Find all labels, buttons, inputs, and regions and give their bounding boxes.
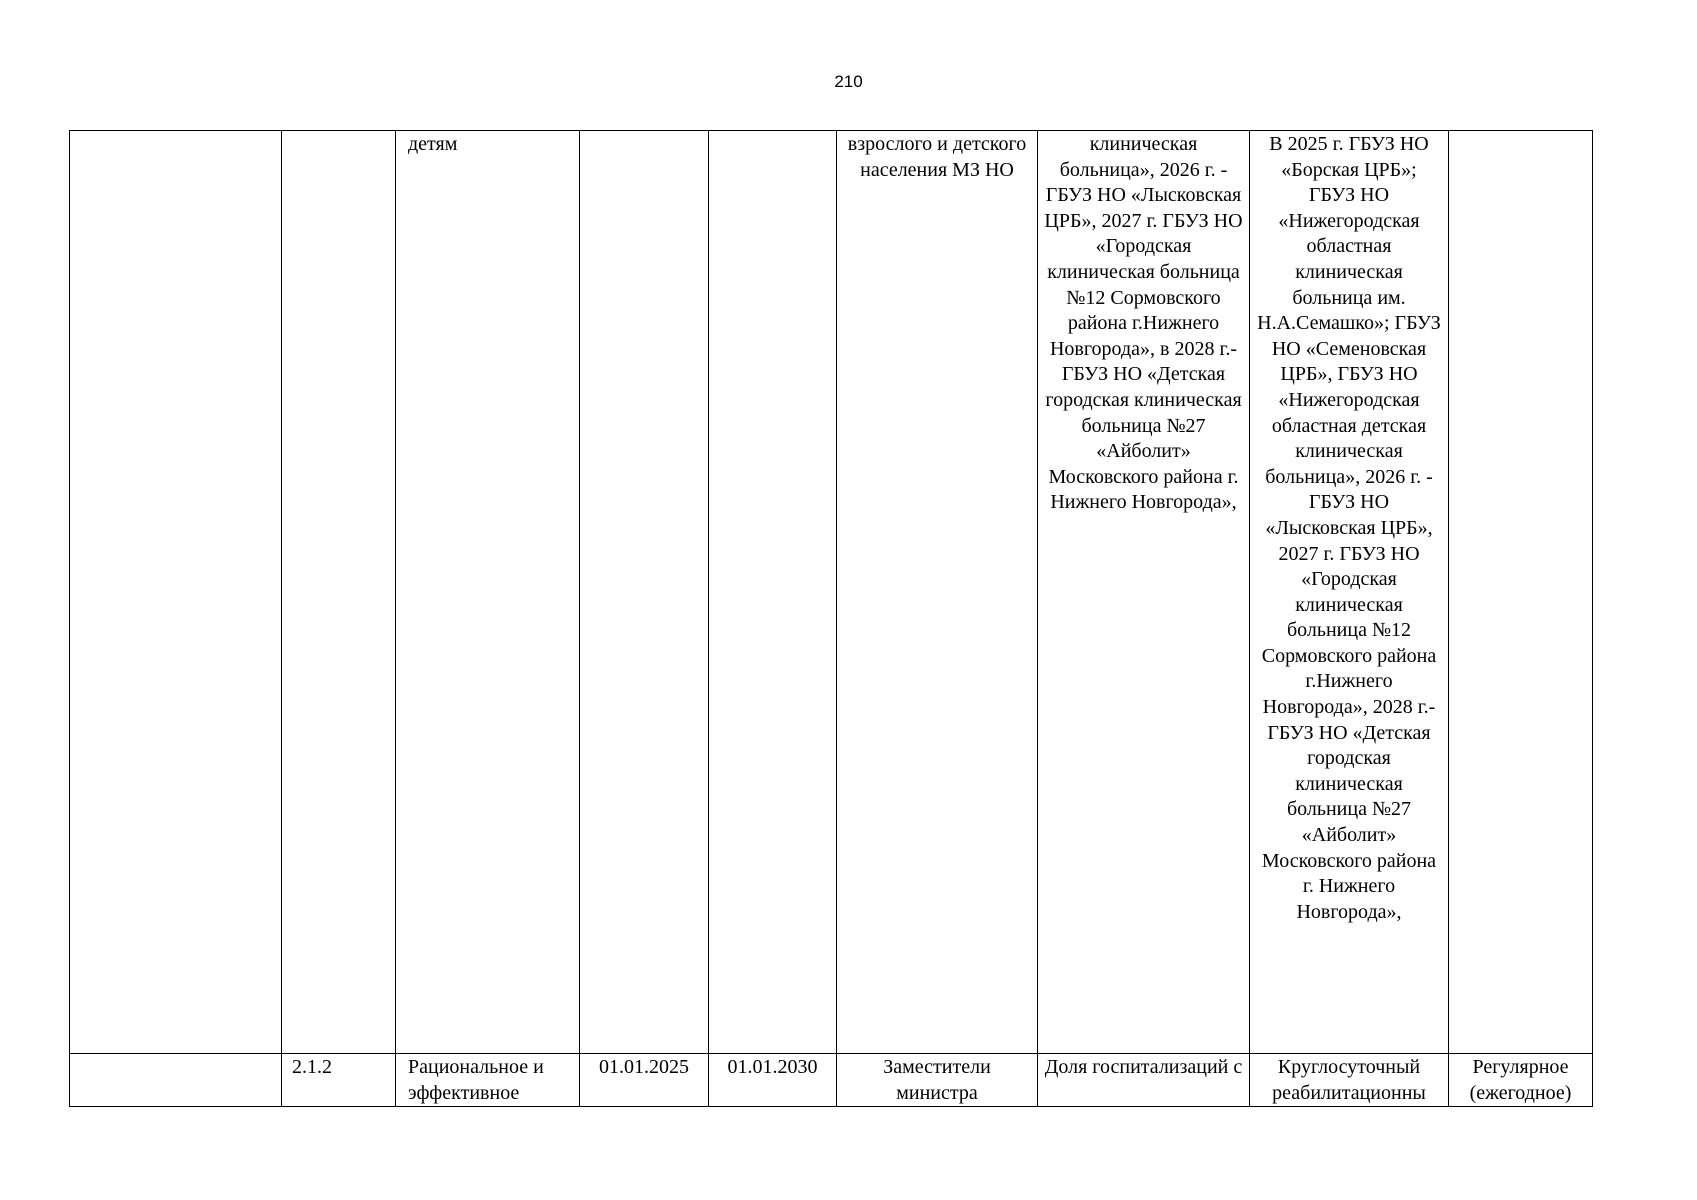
page-number: 210 — [834, 72, 863, 91]
cell-r1-c4 — [580, 131, 709, 1054]
cell-r1-c7: клиническая больница», 2026 г. - ГБУЗ НО «Лысковская ЦРБ», 2027 г. ГБУЗ НО «Городская клиническая больница №12 Сормовского района г.Нижнего Новгорода», в 2028 г.- ГБУЗ НО «Детская городская клиническая больница №27 «Айболит» Московского района г. Нижнего Новгорода», — [1038, 131, 1250, 1054]
cell-r2-c3: Рациональное и эффективное — [396, 1054, 580, 1107]
cell-r2-c8: Круглосуточный реабилитационны — [1250, 1054, 1449, 1107]
cell-r2-c4: 01.01.2025 — [580, 1054, 709, 1107]
cell-r1-c5 — [709, 131, 837, 1054]
cell-r1-c1 — [70, 131, 282, 1054]
cell-r2-c9: Регулярное (ежегодное) — [1449, 1054, 1593, 1107]
cell-r1-c8: В 2025 г. ГБУЗ НО «Борская ЦРБ»; ГБУЗ НО «Нижегородская областная клиническая больница им. Н.А.Семашко»; ГБУЗ НО «Семеновская ЦРБ», ГБУЗ НО «Нижегородская областная детская клиническая больница», 2026 г. - ГБУЗ НО «Лысковская ЦРБ», 2027 г. ГБУЗ НО «Городская клиническая больница №12 Сормовского района г.Нижнего Новгорода», 2028 г.- ГБУЗ НО «Детская городская клиническая больница №27 «Айболит» Московского района г. Нижнего Новгорода», — [1250, 131, 1449, 1054]
table-row — [70, 131, 1593, 1054]
cell-r1-c3: детям — [396, 131, 580, 1054]
cell-r1-c6: взрослого и детского населения МЗ НО — [837, 131, 1038, 1054]
cell-r2-c1 — [70, 1054, 282, 1107]
cell-r1-c9 — [1449, 131, 1593, 1054]
table-row — [70, 1054, 1593, 1107]
cell-r2-c7: Доля госпитализаций с — [1038, 1054, 1250, 1107]
cell-r2-c5: 01.01.2030 — [709, 1054, 837, 1107]
cell-r2-c2: 2.1.2 — [282, 1054, 396, 1107]
measures-table — [69, 130, 1593, 1107]
cell-r2-c6: Заместители министра — [837, 1054, 1038, 1107]
cell-r1-c2 — [282, 131, 396, 1054]
